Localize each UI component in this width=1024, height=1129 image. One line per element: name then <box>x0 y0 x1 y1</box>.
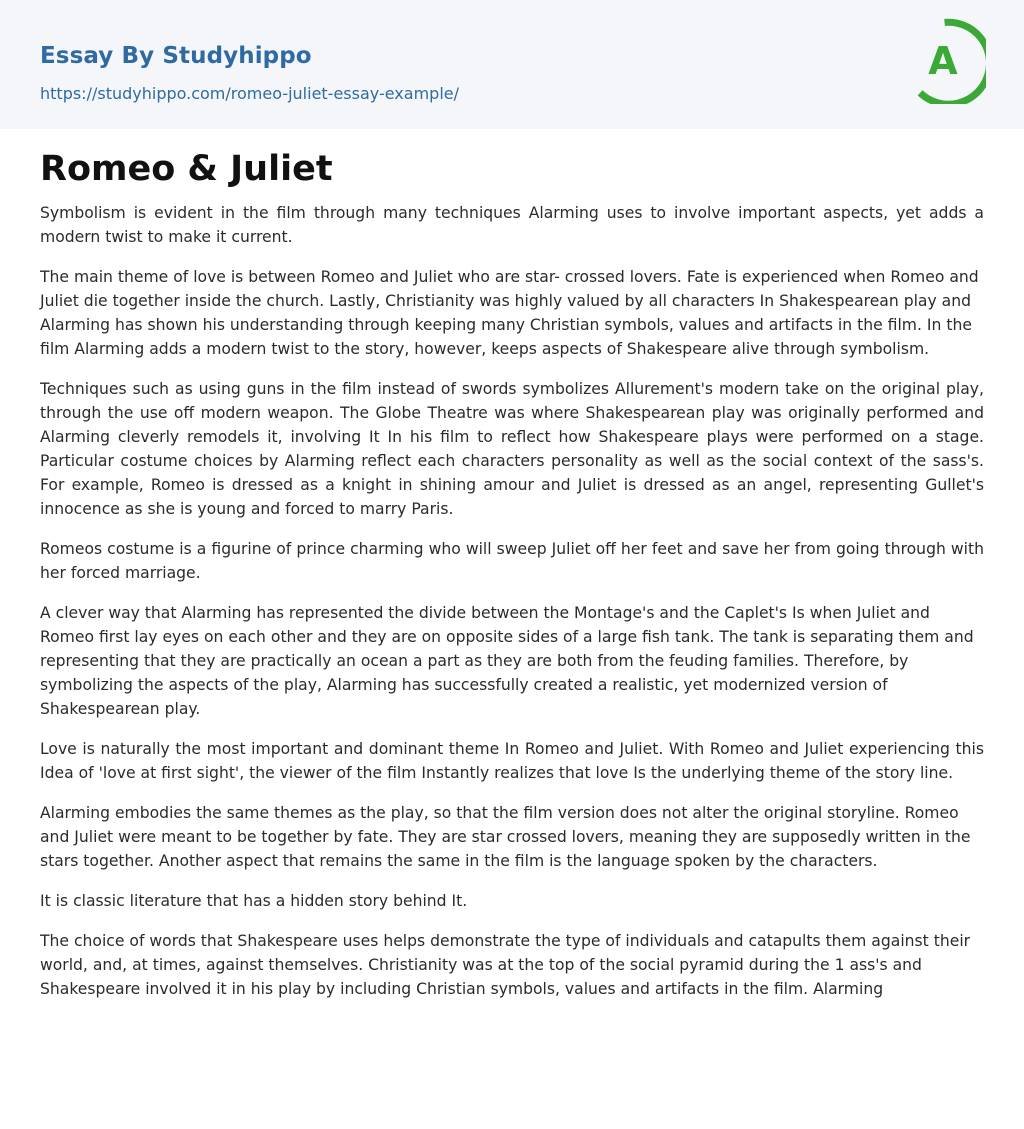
paragraph: Love is naturally the most important and dominant theme In Romeo and Juliet. With Romeo and Juliet experiencing this Idea of 'love at first sight', the viewer of the film Instantly realizes that love Is the underlying theme of the story line. <box>40 740 984 782</box>
paragraph: Symbolism is evident in the film through many techniques Alarming uses to involve important aspects, yet adds a modern twist to make it current. <box>40 204 984 246</box>
article-body <box>0 149 1024 1001</box>
paragraph: Romeos costume is a figurine of prince charming who will sweep Juliet off her feet and save her from going through with her forced marriage. <box>40 540 984 582</box>
site-header <box>0 0 1024 129</box>
paragraph: The choice of words that Shakespeare uses helps demonstrate the type of individuals and catapults them against their world, and, at times, against themselves. Christianity was at the top of the social pyramid during the 1 ass's and Shakespeare involved it in his play by including Christian symbols, values and artifacts in the film. Alarming <box>40 932 971 998</box>
paragraph: Techniques such as using guns in the film instead of swords symbolizes Allurement's modern take on the original play, through the use off modern weapon. The Globe Theatre was where Shakespearean play was originally performed and Alarming cleverly remodels it, involving It In his film to reflect how Shakespeare plays were performed on a stage. Particular costume choices by Alarming reflect each characters personality as well as the social context of the sass's. For example, Romeo is dressed as a knight in shining amour and Juliet is dressed as an angel, representing Gullet's innocence as she is young and forced to marry Paris. <box>40 380 984 518</box>
paragraph: A clever way that Alarming has represented the divide between the Montage's and the Caplet's Is when Juliet and Romeo first lay eyes on each other and they are on opposite sides of a large fish tank. The tank is separating them and representing that they are practically an ocean a part as they are both from the feuding families. Therefore, by symbolizing the aspects of the play, Alarming has successfully created a realistic, yet modernized version of Shakespearean play. <box>40 604 974 718</box>
logo-letter: A <box>928 39 958 83</box>
page-title: Romeo & Juliet <box>40 149 333 189</box>
article-url-link[interactable]: https://studyhippo.com/romeo-juliet-essay-example/ <box>40 84 459 103</box>
studyhippo-logo-icon[interactable] <box>914 18 986 104</box>
paragraph: Alarming embodies the same themes as the play, so that the film version does not alter the original storyline. Romeo and Juliet were meant to be together by fate. They are star crossed lovers, meaning they are supposedly written in the stars together. Another aspect that remains the same in the film is the language spoken by the characters. <box>40 804 971 870</box>
paragraph: It is classic literature that has a hidden story behind It. <box>40 892 468 910</box>
brand-title[interactable]: Essay By Studyhippo <box>40 43 312 69</box>
paragraph: The main theme of love is between Romeo and Juliet who are star- crossed lovers. Fate is experienced when Romeo and Juliet die together inside the church. Lastly, Christianity was highly valued by all characters In Shakespearean play and Alarming has shown his understanding through keeping many Christian symbols, values and artifacts in the film. In the film Alarming adds a modern twist to the story, however, keeps aspects of Shakespeare alive through symbolism. <box>40 268 979 358</box>
